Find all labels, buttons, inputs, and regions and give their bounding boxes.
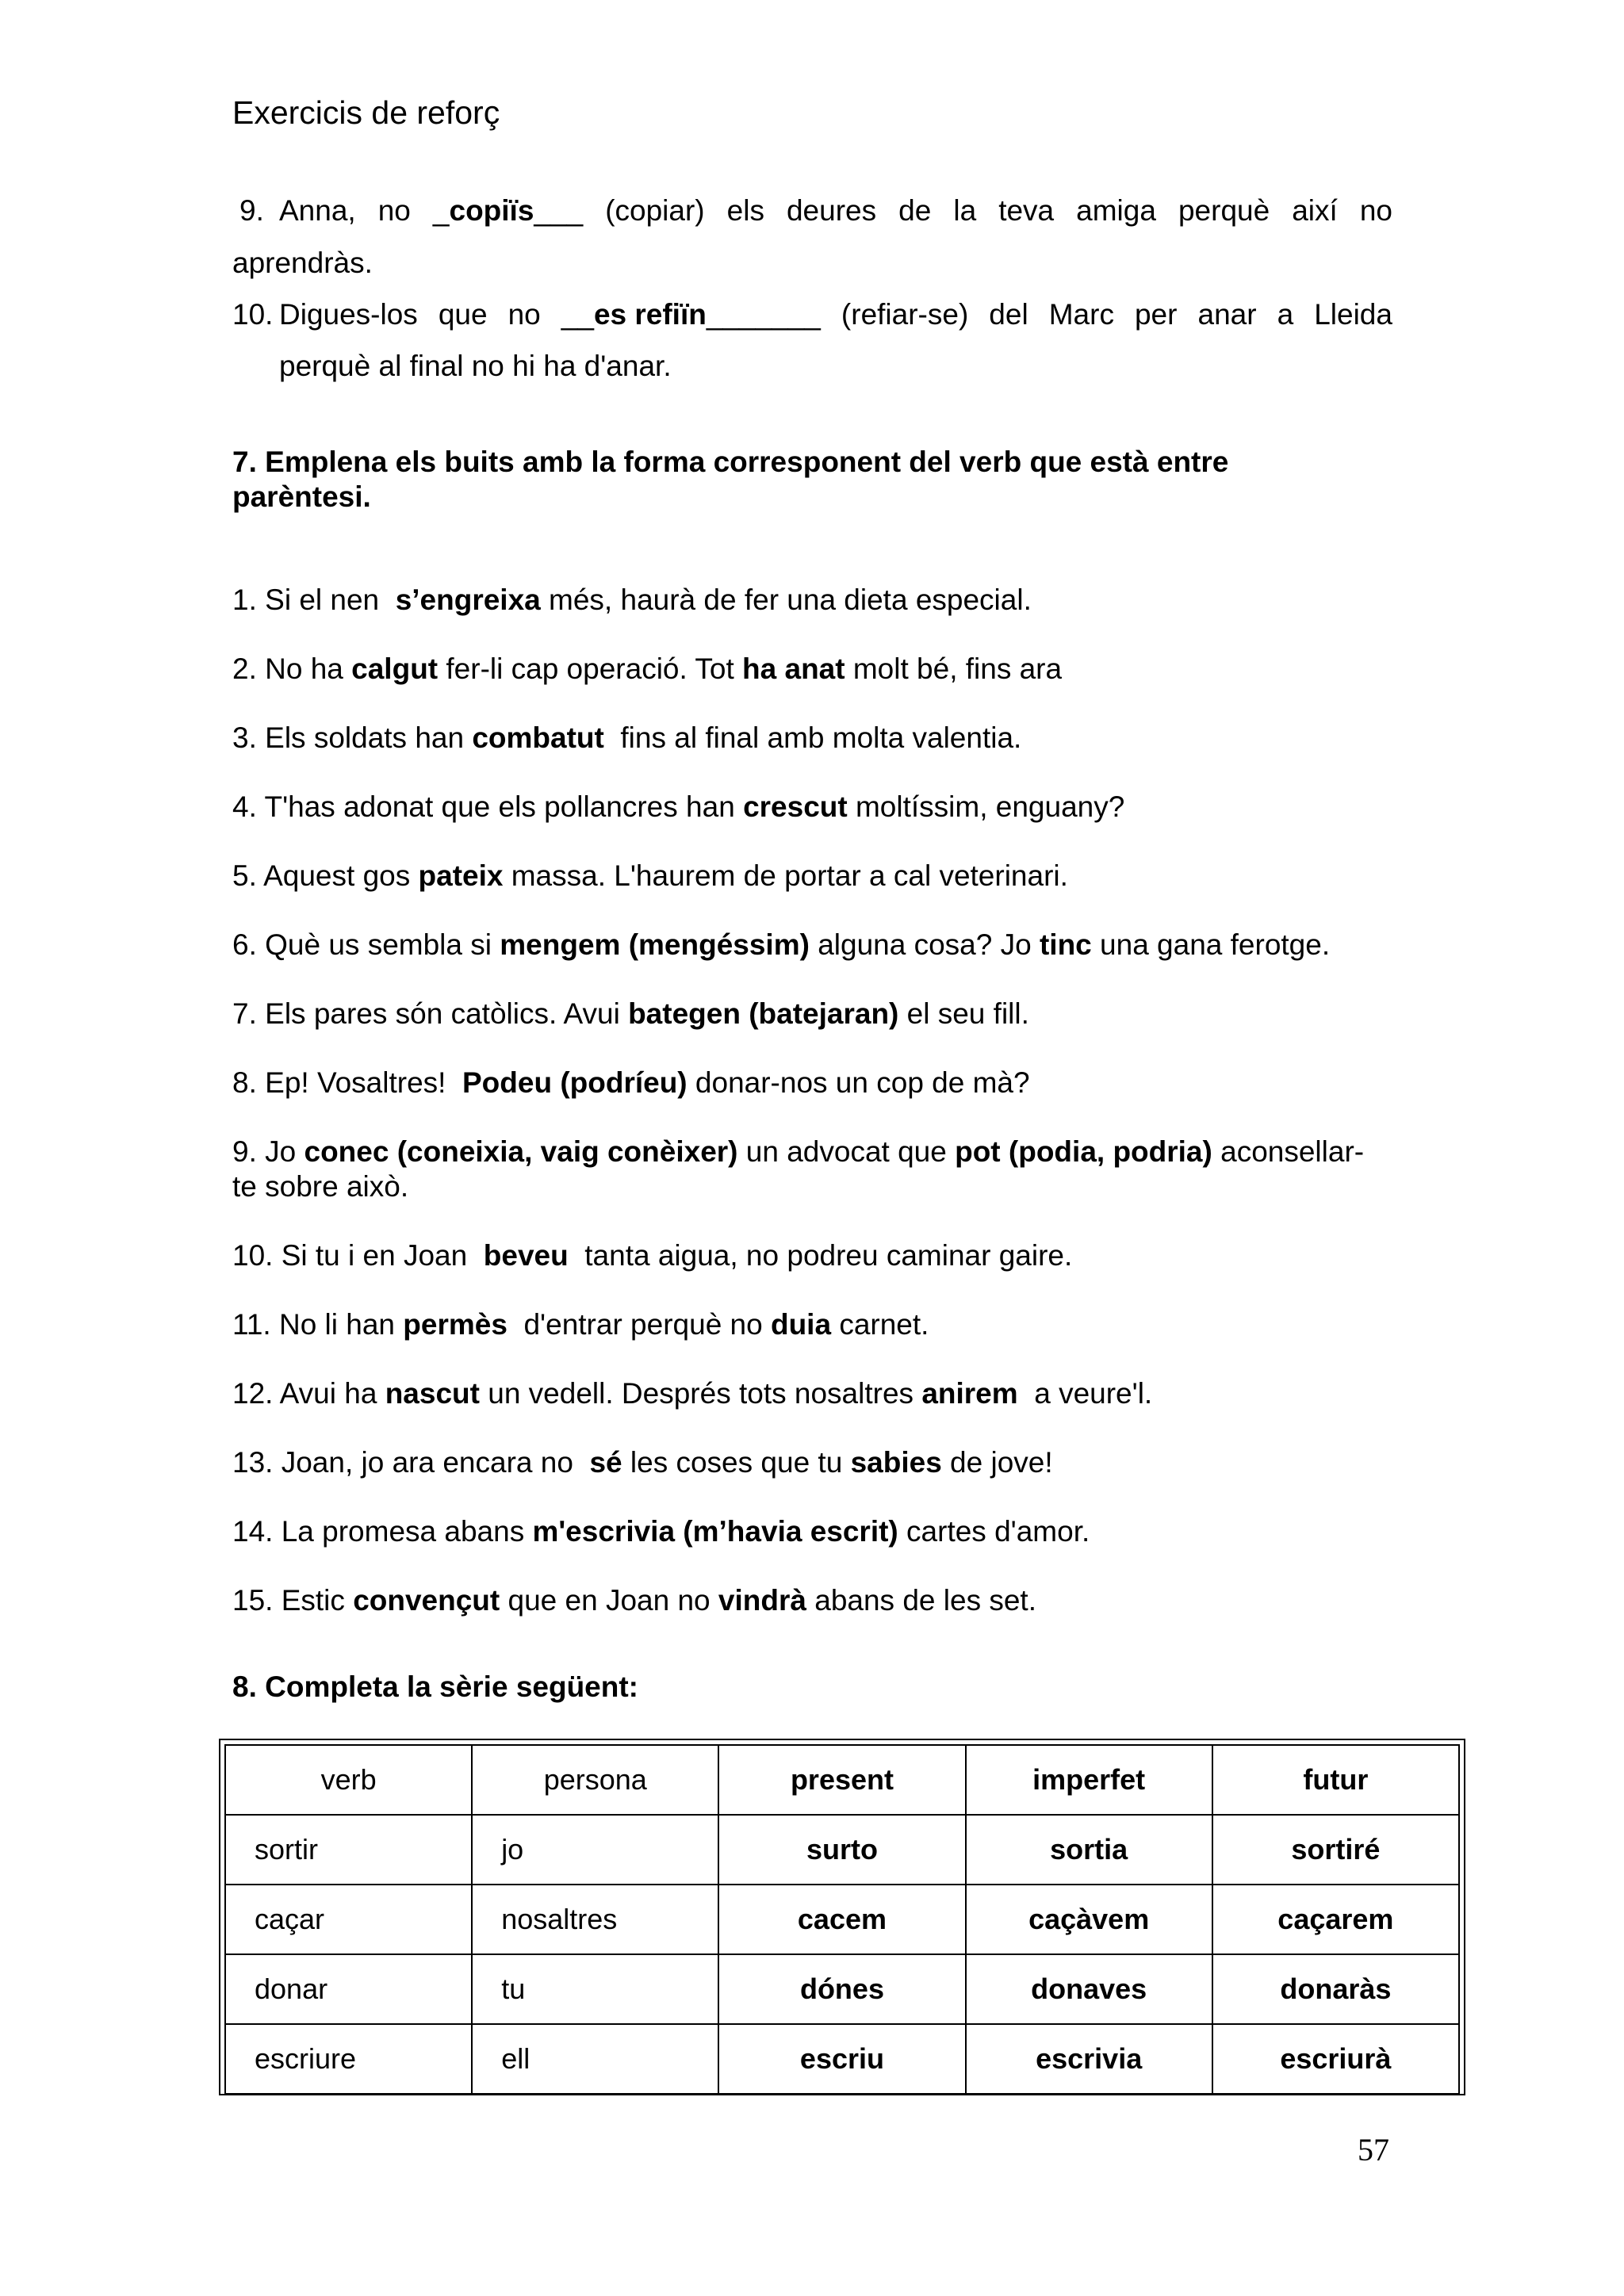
answer-word: tinc bbox=[1039, 928, 1092, 961]
sentence-text: 9. Jo bbox=[232, 1135, 304, 1168]
answer-word: combatut bbox=[472, 721, 604, 754]
sentence-text: 14. La promesa abans bbox=[232, 1515, 533, 1548]
ex7-item-13 bbox=[232, 1445, 1053, 1480]
answer-word: bategen (batejaran) bbox=[628, 997, 899, 1030]
table-header-row bbox=[225, 1745, 1459, 1815]
answer-word: anirem bbox=[921, 1377, 1018, 1410]
table-header-persona: persona bbox=[472, 1745, 718, 1815]
sentence-text: abans de les set. bbox=[806, 1584, 1036, 1617]
answer-word: convençut bbox=[353, 1584, 500, 1617]
ex7-item-12 bbox=[232, 1376, 1152, 1411]
ex6-item-9-word: de bbox=[898, 194, 932, 227]
ex6-item-9-word: la bbox=[953, 194, 977, 227]
sentence-text: moltíssim, enguany? bbox=[847, 790, 1125, 823]
ex8-heading: 8. Completa la sèrie següent: bbox=[232, 1670, 639, 1703]
sentence-text: 8. Ep! Vosaltres! bbox=[232, 1066, 462, 1099]
ex6-item-10-word: (refiar-se) bbox=[841, 298, 969, 331]
table-header-futur: futur bbox=[1212, 1745, 1459, 1815]
answer-word: conec (coneixia, vaig conèixer) bbox=[304, 1135, 738, 1168]
sentence-text: un vedell. Després tots nosaltres bbox=[479, 1377, 922, 1410]
verb-table-frame bbox=[219, 1739, 1465, 2095]
ex6-item-10-line bbox=[279, 297, 1392, 332]
ex6-item-10-word: Marc bbox=[1048, 298, 1114, 331]
sentence-text: massa. L'haurem de portar a cal veterinari. bbox=[503, 859, 1068, 892]
answer-word: mengem (mengéssim) bbox=[500, 928, 810, 961]
table-cell-present: surto bbox=[718, 1815, 965, 1885]
ex7-item-4 bbox=[232, 790, 1124, 825]
sentence-text: 15. Estic bbox=[232, 1584, 354, 1617]
ex6-item-9-blank-after: ___ bbox=[534, 194, 584, 227]
ex6-item-10-word: anar bbox=[1197, 298, 1257, 331]
sentence-text: a veure'l. bbox=[1017, 1377, 1153, 1410]
sentence-text: d'entrar perquè no bbox=[507, 1308, 771, 1341]
table-header-verb: verb bbox=[225, 1745, 472, 1815]
sentence-text: 11. No li han bbox=[232, 1308, 404, 1341]
table-cell-imperfet: donaves bbox=[966, 1954, 1212, 2024]
sentence-text: un advocat que bbox=[737, 1135, 956, 1168]
table-cell-persona: tu bbox=[472, 1954, 718, 2024]
ex7-item-9 bbox=[232, 1135, 1364, 1169]
table-cell-futur: sortiré bbox=[1212, 1815, 1459, 1885]
verb-conjugation-table bbox=[224, 1744, 1460, 2095]
answer-word: vindrà bbox=[718, 1584, 806, 1617]
sentence-text: 2. No ha bbox=[232, 652, 352, 685]
ex6-item-10-answer bbox=[561, 297, 821, 332]
sentence-text: donar-nos un cop de mà? bbox=[687, 1066, 1030, 1099]
ex6-item-9-blank-before: _ bbox=[432, 194, 450, 227]
ex7-item-3 bbox=[232, 721, 1021, 756]
sentence-text: 3. Els soldats han bbox=[232, 721, 473, 754]
table-cell-verb: caçar bbox=[225, 1885, 472, 1954]
ex6-item-9-word: Anna, bbox=[279, 194, 356, 227]
ex7-item-5 bbox=[232, 859, 1068, 894]
ex7-item-9-continuation bbox=[232, 1169, 408, 1204]
answer-word: sé bbox=[589, 1446, 622, 1479]
sentence-text: el seu fill. bbox=[898, 997, 1029, 1030]
table-cell-persona: nosaltres bbox=[472, 1885, 718, 1954]
ex6-item-10-word: Lleida bbox=[1314, 298, 1392, 331]
answer-word: permès bbox=[403, 1308, 508, 1341]
sentence-text: 10. Si tu i en Joan bbox=[232, 1239, 484, 1272]
answer-word: pateix bbox=[418, 859, 504, 892]
ex6-item-9-word: no bbox=[377, 194, 411, 227]
sentence-text: que en Joan no bbox=[500, 1584, 718, 1617]
sentence-text: 4. T'has adonat que els pollancres han bbox=[232, 790, 744, 823]
ex6-item-9-word: amiga bbox=[1076, 194, 1156, 227]
table-row bbox=[225, 1815, 1459, 1885]
table-cell-futur: donaràs bbox=[1212, 1954, 1459, 2024]
sentence-text: les coses que tu bbox=[622, 1446, 851, 1479]
ex6-item-10-word: Digues-los bbox=[279, 298, 418, 331]
table-cell-persona: ell bbox=[472, 2024, 718, 2094]
ex6-item-9-word: perquè bbox=[1178, 194, 1270, 227]
sentence-text: carnet. bbox=[831, 1308, 929, 1341]
answer-word: crescut bbox=[743, 790, 848, 823]
answer-word: beveu bbox=[483, 1239, 569, 1272]
ex6-item-9-line bbox=[279, 193, 1392, 228]
table-cell-imperfet: sortia bbox=[966, 1815, 1212, 1885]
ex7-item-8 bbox=[232, 1066, 1030, 1100]
ex6-item-10-blank-before: __ bbox=[561, 298, 594, 331]
answer-word: s’engreixa bbox=[395, 584, 541, 616]
table-cell-persona: jo bbox=[472, 1815, 718, 1885]
sentence-text: 12. Avui ha bbox=[232, 1377, 385, 1410]
sentence-text: cartes d'amor. bbox=[898, 1515, 1090, 1548]
table-cell-imperfet: escrivia bbox=[966, 2024, 1212, 2094]
table-header-imperfet: imperfet bbox=[966, 1745, 1212, 1815]
table-cell-verb: escriure bbox=[225, 2024, 472, 2094]
answer-word: sabies bbox=[850, 1446, 942, 1479]
ex7-item-1 bbox=[232, 583, 1032, 618]
ex6-item-10-word: que bbox=[438, 298, 488, 331]
ex7-item-2 bbox=[232, 652, 1062, 687]
table-cell-futur: escriurà bbox=[1212, 2024, 1459, 2094]
table-cell-verb: donar bbox=[225, 1954, 472, 2024]
sentence-text: alguna cosa? Jo bbox=[809, 928, 1040, 961]
answer-word: calgut bbox=[351, 652, 439, 685]
sentence-text: molt bé, fins ara bbox=[845, 652, 1063, 685]
ex6-item-10-blank-after: _______ bbox=[706, 298, 821, 331]
sentence-text: aconsellar- bbox=[1212, 1135, 1365, 1168]
ex6-item-10-word: del bbox=[989, 298, 1028, 331]
answer-word: ha anat bbox=[742, 652, 845, 685]
ex6-item-9-number: 9. bbox=[239, 194, 264, 227]
sentence-text: més, haurà de fer una dieta especial. bbox=[540, 584, 1032, 616]
ex7-heading-line1: 7. Emplena els buits amb la forma corresponent del verb que està entre bbox=[232, 446, 1229, 478]
ex7-item-14 bbox=[232, 1514, 1090, 1549]
answer-word: nascut bbox=[385, 1377, 480, 1410]
table-cell-present: dónes bbox=[718, 1954, 965, 2024]
sentence-text: fer-li cap operació. Tot bbox=[438, 652, 743, 685]
sentence-text: de jove! bbox=[941, 1446, 1053, 1479]
sentence-text: 1. Si el nen bbox=[232, 584, 396, 616]
ex6-item-9-word: (copiar) bbox=[605, 194, 705, 227]
answer-word: duia bbox=[770, 1308, 832, 1341]
table-row bbox=[225, 2024, 1459, 2094]
ex6-item-9-word: així bbox=[1292, 194, 1338, 227]
ex7-heading-line2: parèntesi. bbox=[232, 480, 371, 513]
ex6-item-10-word: a bbox=[1277, 298, 1294, 331]
answer-word: pot (podia, podria) bbox=[955, 1135, 1212, 1168]
table-row bbox=[225, 1954, 1459, 2024]
sentence-text: fins al final amb molta valentia. bbox=[603, 721, 1022, 754]
table-cell-futur: caçarem bbox=[1212, 1885, 1459, 1954]
table-cell-present: cacem bbox=[718, 1885, 965, 1954]
ex7-item-15 bbox=[232, 1583, 1036, 1618]
ex6-item-9-continuation: aprendràs. bbox=[232, 247, 373, 279]
answer-word: Podeu (podríeu) bbox=[462, 1066, 688, 1099]
page-header-title: Exercicis de reforç bbox=[232, 94, 500, 131]
page-number: 57 bbox=[1358, 2132, 1389, 2168]
ex7-item-11 bbox=[232, 1307, 929, 1342]
ex6-item-10-word: no bbox=[508, 298, 541, 331]
ex6-item-9-word: els bbox=[726, 194, 764, 227]
ex6-item-9-word: deures bbox=[786, 194, 877, 227]
ex6-item-10-word: per bbox=[1134, 298, 1178, 331]
sentence-text: te sobre això. bbox=[232, 1170, 409, 1203]
ex7-item-6 bbox=[232, 928, 1330, 962]
answer-word: m'escrivia (m’havia escrit) bbox=[532, 1515, 898, 1548]
table-cell-present: escriu bbox=[718, 2024, 965, 2094]
table-header-present: present bbox=[718, 1745, 965, 1815]
sentence-text: 13. Joan, jo ara encara no bbox=[232, 1446, 590, 1479]
ex6-item-9-answer-word: copiïs bbox=[449, 194, 534, 227]
ex6-item-9-word: teva bbox=[998, 194, 1055, 227]
ex6-item-9-word: no bbox=[1359, 194, 1392, 227]
table-row bbox=[225, 1885, 1459, 1954]
ex7-item-10 bbox=[232, 1238, 1072, 1273]
table-cell-imperfet: caçàvem bbox=[966, 1885, 1212, 1954]
ex6-item-10-answer-word: es refiïn bbox=[593, 298, 707, 331]
sentence-text: 7. Els pares són catòlics. Avui bbox=[232, 997, 629, 1030]
sentence-text: una gana ferotge. bbox=[1091, 928, 1331, 961]
ex6-item-9-answer bbox=[433, 193, 583, 228]
sentence-text: tanta aigua, no podreu caminar gaire. bbox=[568, 1239, 1073, 1272]
ex7-item-7 bbox=[232, 997, 1029, 1031]
ex6-item-10-number: 10. bbox=[232, 298, 274, 331]
ex6-item-10-continuation: perquè al final no hi ha d'anar. bbox=[279, 350, 672, 382]
sentence-text: 6. Què us sembla si bbox=[232, 928, 500, 961]
table-cell-verb: sortir bbox=[225, 1815, 472, 1885]
sentence-text: 5. Aquest gos bbox=[232, 859, 419, 892]
